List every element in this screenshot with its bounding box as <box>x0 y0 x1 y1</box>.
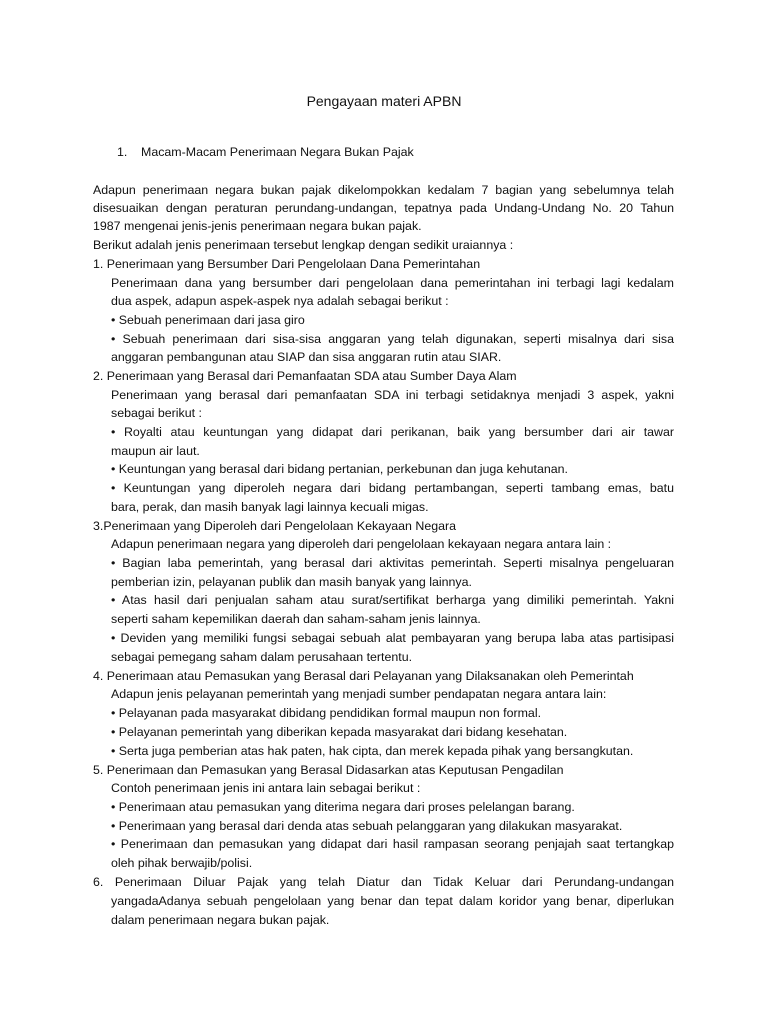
bullet-item: • Penerimaan dan pemasukan yang didapat dari hasil rampasan seorang penjajah saat tertangkap <box>111 837 674 851</box>
bullet-item: • Sebuah penerimaan dari jasa giro <box>111 313 305 327</box>
bullet-item: • Pelayanan pemerintah yang diberikan kepada masyarakat dari bidang kesehatan. <box>111 725 568 739</box>
paragraph-line: Penerimaan yang berasal dari pemanfaatan SDA ini terbagi setidaknya menjadi 3 aspek, yakni <box>111 388 674 402</box>
bullet-item: • Keuntungan yang berasal dari bidang pertanian, perkebunan dan juga kehutanan. <box>111 462 568 476</box>
document-title: Pengayaan materi APBN <box>306 93 462 109</box>
paragraph-line: Adapun penerimaan negara bukan pajak dikelompokkan kedalam 7 bagian yang sebelumnya telah <box>93 183 674 197</box>
bullet-item: • Pelayanan pada masyarakat dibidang pendidikan formal maupun non formal. <box>111 706 542 720</box>
list-heading: 4. Penerimaan atau Pemasukan yang Berasal dari Pelayanan yang Dilaksanakan oleh Pemerintah <box>93 669 634 683</box>
list-heading: 5. Penerimaan dan Pemasukan yang Berasal Didasarkan atas Keputusan Pengadilan <box>93 763 564 777</box>
bullet-continuation: sebagai pemegang saham dalam perusahaan tertentu. <box>111 650 413 664</box>
bullet-continuation: anggaran pembangunan atau SIAP dan sisa anggaran rutin atau SIAR. <box>111 350 502 364</box>
paragraph-line: Penerimaan dana yang bersumber dari pengelolaan dana pemerintahan ini terbagi lagi kedalam <box>111 276 674 290</box>
bullet-item: • Serta juga pemberian atas hak paten, hak cipta, dan merek kepada pihak yang bersangkutan. <box>111 744 634 758</box>
paragraph-line: sebagai berikut : <box>111 406 202 420</box>
bullet-continuation: oleh pihak berwajib/polisi. <box>111 856 253 870</box>
bullet-item: • Atas hasil dari penjualan saham atau surat/sertifikat berharga yang dimiliki pemerintah. Yakni <box>111 593 674 607</box>
bullet-item: • Deviden yang memiliki fungsi sebagai sebuah alat pembayaran yang berupa laba atas partisipasi <box>111 631 674 645</box>
paragraph-line: yangadaAdanya sebuah pengelolaan yang benar dan tepat dalam koridor yang benar, diperlukan <box>111 894 674 908</box>
paragraph-line: disesuaikan dengan peraturan perundang-undangan, tepatnya pada Undang-Undang No. 20 Tahun <box>93 201 674 215</box>
section-heading: Macam-Macam Penerimaan Negara Bukan Pajak <box>141 145 414 159</box>
bullet-item: • Keuntungan yang diperoleh negara dari bidang pertambangan, seperti tambang emas, batu <box>111 481 674 495</box>
bullet-item: • Royalti atau keuntungan yang didapat dari perikanan, baik yang bersumber dari air tawar <box>111 425 674 439</box>
bullet-continuation: seperti saham kepemilikan daerah dan saham-saham jenis lainnya. <box>111 612 481 626</box>
list-heading: 3.Penerimaan yang Diperoleh dari Pengelolaan Kekayaan Negara <box>93 519 457 533</box>
paragraph-line: Adapun penerimaan negara yang diperoleh dari pengelolaan kekayaan negara antara lain : <box>111 537 612 551</box>
bullet-item: • Penerimaan atau pemasukan yang diterima negara dari proses pelelangan barang. <box>111 800 575 814</box>
list-heading: 2. Penerimaan yang Berasal dari Pemanfaatan SDA atau Sumber Daya Alam <box>93 369 517 383</box>
paragraph-line: Contoh penerimaan jenis ini antara lain sebagai berikut : <box>111 781 421 795</box>
bullet-item: • Bagian laba pemerintah, yang berasal dari aktivitas pemerintah. Seperti misalnya pengeluaran <box>111 556 674 570</box>
section-number: 1. <box>117 145 128 159</box>
bullet-continuation: bara, perak, dan masih banyak lagi lainnya kecuali migas. <box>111 500 429 514</box>
list-heading: 6. Penerimaan Diluar Pajak yang telah Diatur dan Tidak Keluar dari Perundang-undangan <box>93 875 674 889</box>
list-heading: 1. Penerimaan yang Bersumber Dari Pengelolaan Dana Pemerintahan <box>93 257 481 271</box>
paragraph-line: Adapun jenis pelayanan pemerintah yang menjadi sumber pendapatan negara antara lain: <box>111 687 607 701</box>
bullet-continuation: pemberian izin, pelayanan publik dan masih banyak yang lainnya. <box>111 575 472 589</box>
paragraph-line: Berikut adalah jenis penerimaan tersebut lengkap dengan sedikit uraiannya : <box>93 238 514 252</box>
paragraph-line: dua aspek, adapun aspek-aspek nya adalah sebagai berikut : <box>111 294 449 308</box>
bullet-item: • Sebuah penerimaan dari sisa-sisa anggaran yang telah digunakan, seperti misalnya dari sisa <box>111 332 674 346</box>
bullet-item: • Penerimaan yang berasal dari denda atas sebuah pelanggaran yang dilakukan masyarakat. <box>111 819 623 833</box>
paragraph-line: 1987 mengenai jenis-jenis penerimaan negara bukan pajak. <box>93 219 422 233</box>
paragraph-line: dalam penerimaan negara bukan pajak. <box>111 913 330 927</box>
bullet-continuation: maupun air laut. <box>111 444 200 458</box>
